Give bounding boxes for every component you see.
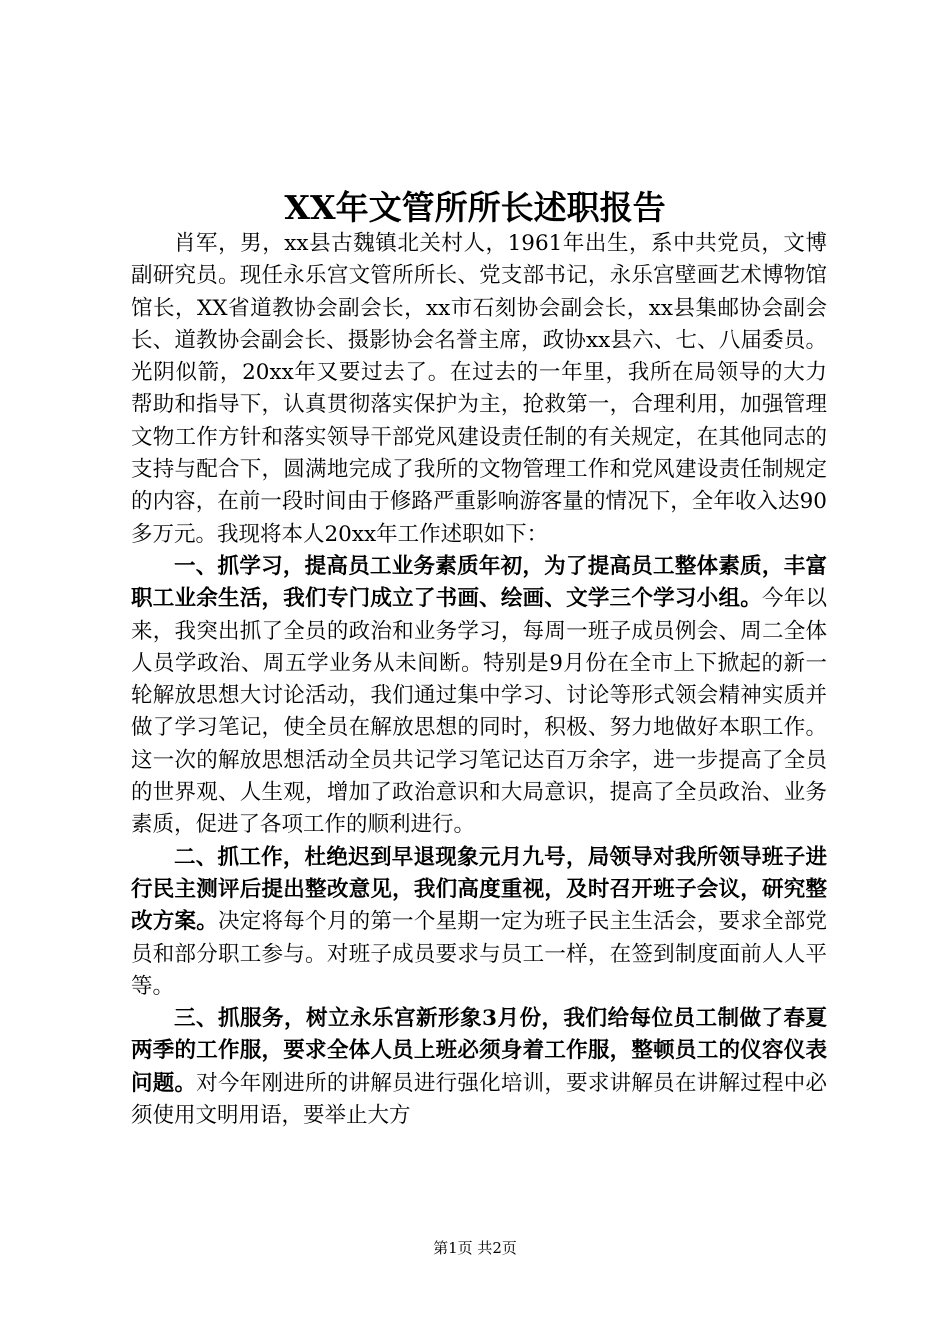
document-body	[131, 228, 827, 1132]
paragraph-intro-text: 肖军，男，xx县古魏镇北关村人，1961年出生，系中共党员，文博副研究员。现任永乐宫文管所所长、党支部书记，永乐宫壁画艺术博物馆馆长，XX省道教协会副会长，xx市石刻协会副会长，xx县集邮协会副会长、道教协会副会长、摄影协会名誉主席，政协xx县六、七、八届委员。光阴似箭，20xx年又要过去了。在过去的一年里，我所在局领导的大力帮助和指导下，认真贯彻落实保护为主，抢救第一，合理利用，加强管理文物工作方针和落实领导干部党风建设责任制的有关规定，在其他同志的支持与配合下，圆满地完成了我所的文物管理工作和党风建设责任制规定的内容，在前一段时间由于修路严重影响游客量的情况下，全年收入达90多万元。我现将本人20xx年工作述职如下：	[131, 231, 827, 547]
paragraph-section-3	[131, 1003, 827, 1132]
section-2-heading: 二、抓工作，杜绝迟到早退现象元月九号，局领导对我所领导班子进行民主测评后提出整改意见，我们高度重视，及时召开班子会议，研究整改方案。	[131, 844, 827, 935]
paragraph-intro	[131, 228, 827, 551]
section-1-text: 今年以来，我突出抓了全员的政治和业务学习，每周一班子成员例会、周二全体人员学政治、周五学业务从未间断。特别是9月份在全市上下掀起的新一轮解放思想大讨论活动，我们通过集中学习、讨论等形式领会精神实质并做了学习笔记，使全员在解放思想的同时，积极、努力地做好本职工作。这一次的解放思想活动全员共记学习笔记达百万余字，进一步提高了全员的世界观、人生观，增加了政治意识和大局意识，提高了全员政治、业务素质，促进了各项工作的顺利进行。	[131, 586, 827, 838]
section-3-heading: 三、抓服务，树立永乐宫新形象3月份，我们给每位员工制做了春夏两季的工作服，要求全体人员上班必须身着工作服，整顿员工的仪容仪表问题。	[131, 1006, 827, 1096]
section-1-heading: 一、抓学习，提高员工业务素质年初，为了提高员工整体素质，丰富职工业余生活，我们专门成立了书画、绘画、文学三个学习小组。	[131, 553, 827, 612]
section-3-text: 对今年刚进所的讲解员进行强化培训，要求讲解员在讲解过程中必须使用文明用语，要举止大方	[131, 1070, 827, 1129]
paragraph-section-2	[131, 842, 827, 1003]
paragraph-section-1	[131, 551, 827, 842]
document-title: XX年文管所所长述职报告	[284, 188, 666, 227]
page-number-footer: 第1页 共2页	[433, 1239, 517, 1257]
section-2-text: 决定将每个月的第一个星期一定为班子民主生活会，要求全部党员和部分职工参与。对班子成员要求与员工一样，在签到制度面前人人平等。	[131, 909, 827, 999]
